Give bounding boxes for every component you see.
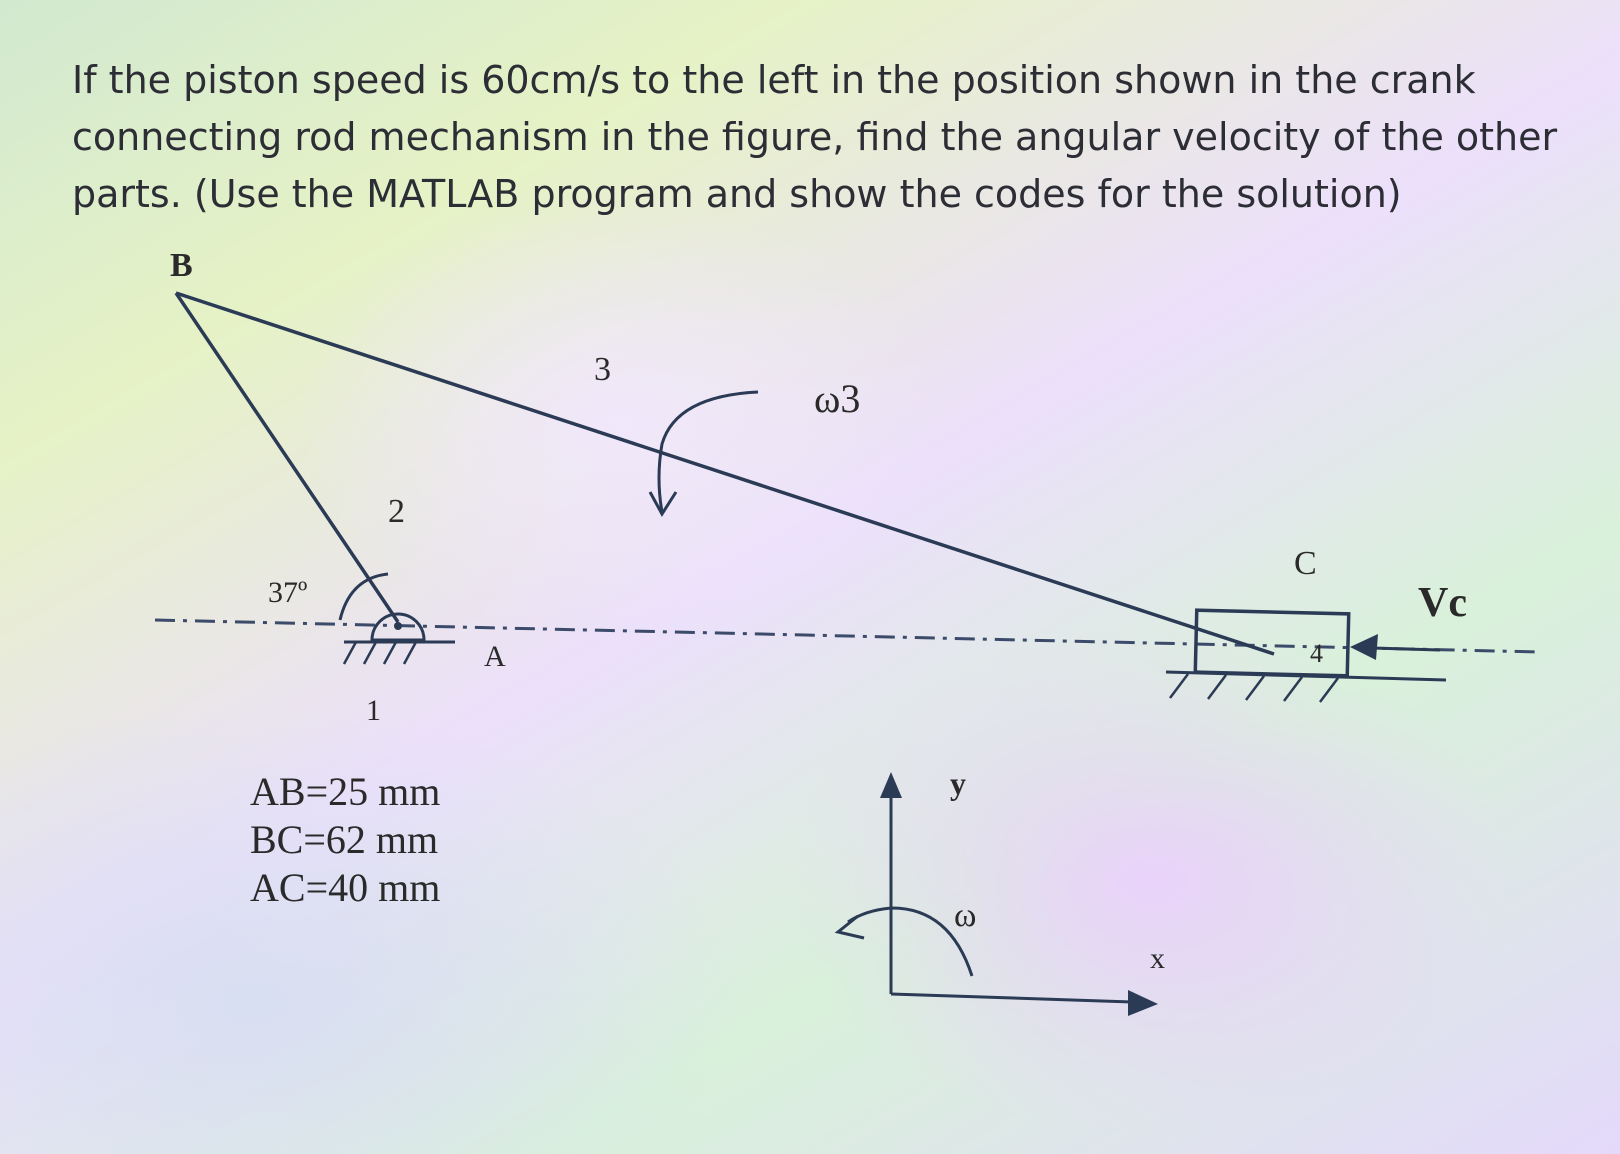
slider-ground — [1166, 672, 1446, 702]
coordinate-axes — [880, 772, 1158, 1016]
label-angle: 37º — [268, 576, 308, 609]
label-a: A — [484, 640, 506, 673]
ground-pivot-a — [344, 614, 455, 664]
problem-statement: If the piston speed is 60cm/s to the left in the position shown in the crank connecting rod mechanism in the figure, find the angular velocity of the other parts. (Use the MATLAB program and show the codes for the solution) — [72, 58, 1558, 216]
link-ab — [176, 293, 398, 622]
dimension-ac: AC=40 mm — [250, 865, 441, 910]
label-c: C — [1294, 545, 1317, 582]
label-y: y — [950, 765, 966, 801]
centerline — [155, 620, 1540, 652]
label-vc: Vc — [1418, 580, 1467, 626]
label-link-1: 1 — [366, 694, 381, 727]
dimension-ab: AB=25 mm — [250, 769, 441, 814]
label-link-2: 2 — [388, 493, 405, 530]
slider-block — [1195, 610, 1348, 676]
velocity-arrow — [1350, 634, 1440, 660]
label-omega: ω — [954, 897, 977, 934]
link-bc — [176, 293, 1274, 654]
label-link-3: 3 — [594, 351, 611, 388]
dimensions-list — [250, 768, 440, 912]
label-link-4: 4 — [1310, 639, 1323, 668]
label-omega3: ω3 — [814, 376, 861, 421]
label-b: B — [170, 247, 193, 284]
omega-arrow — [838, 908, 972, 976]
label-x: x — [1150, 942, 1165, 975]
dimension-bc: BC=62 mm — [250, 817, 439, 862]
